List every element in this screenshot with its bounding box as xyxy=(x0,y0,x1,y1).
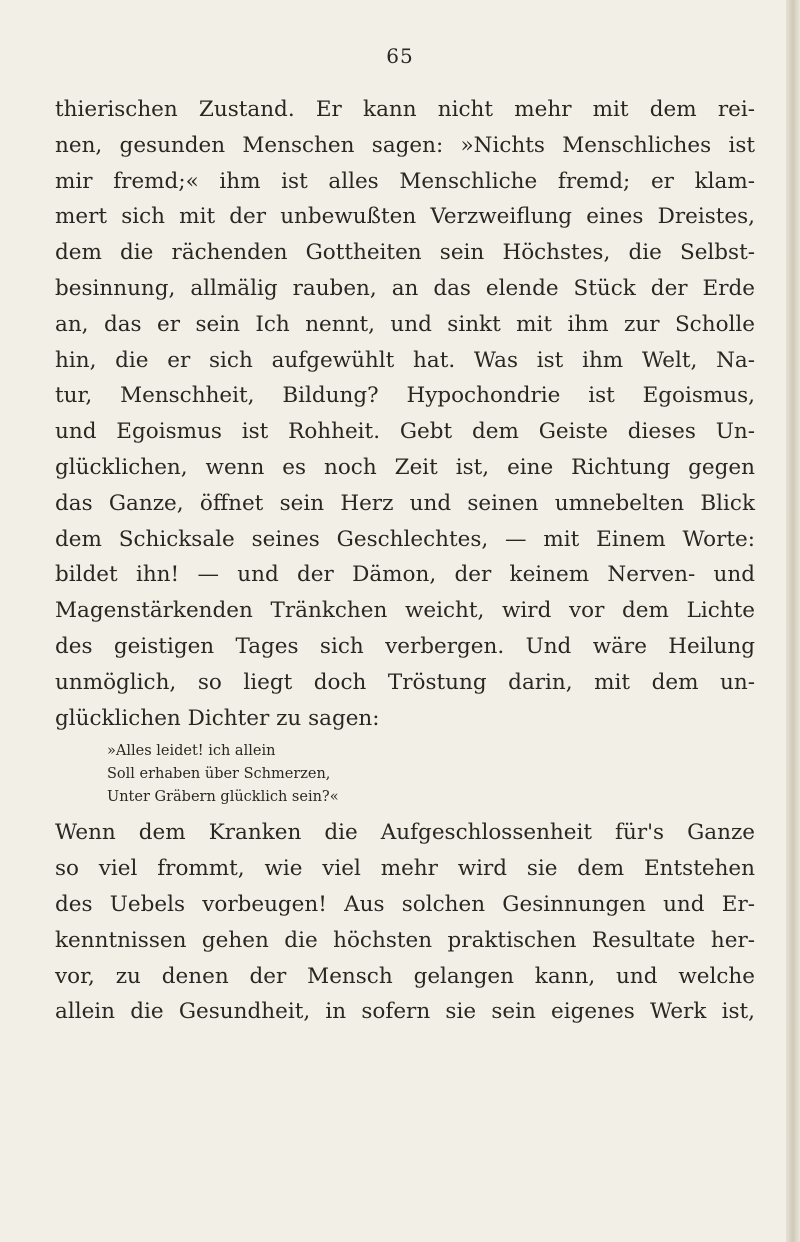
verse-quote xyxy=(55,740,755,809)
text-line: glücklichen, wenn es noch Zeit ist, eine Richtung gegen xyxy=(55,454,755,480)
paragraph-2 xyxy=(55,815,755,1030)
text-line: allein die Gesundheit, in sofern sie sein eigenes Werk ist, xyxy=(55,999,755,1025)
page-edge xyxy=(786,0,800,1242)
text-line: dem Schicksale seines Geschlechtes, — mit Einem Worte: xyxy=(55,526,755,552)
text-line: vor, zu denen der Mensch gelangen kann, und welche xyxy=(55,963,755,989)
verse-line: Soll erhaben über Schmerzen, xyxy=(107,766,331,783)
verse-line: »Alles leidet! ich allein xyxy=(107,743,276,760)
text-line: dem die rächenden Gottheiten sein Höchstes, die Selbst- xyxy=(55,240,755,266)
text-line: so viel frommt, wie viel mehr wird sie dem Entstehen xyxy=(55,856,755,882)
text-line: bildet ihn! — und der Dämon, der keinem Nerven- und xyxy=(55,562,755,588)
text-line: das Ganze, öffnet sein Herz und seinen umnebelten Blick xyxy=(55,490,755,516)
text-line: an, das er sein Ich nennt, und sinkt mit ihm zur Scholle xyxy=(55,311,755,337)
text-line: unmöglich, so liegt doch Tröstung darin, mit dem un- xyxy=(55,669,755,695)
page-number: 65 xyxy=(386,44,414,68)
text-line: Magenstärkenden Tränkchen weicht, wird vor dem Lichte xyxy=(55,598,755,624)
text-line: und Egoismus ist Rohheit. Gebt dem Geiste dieses Un- xyxy=(55,419,755,445)
text-line: tur, Menschheit, Bildung? Hypochondrie ist Egoismus, xyxy=(55,383,755,409)
text-line: nen, gesunden Menschen sagen: »Nichts Menschliches ist xyxy=(55,132,755,158)
text-line: hin, die er sich aufgewühlt hat. Was ist ihm Welt, Na- xyxy=(55,347,755,373)
text-line: thierischen Zustand. Er kann nicht mehr mit dem rei- xyxy=(55,97,755,122)
text-line: des geistigen Tages sich verbergen. Und wäre Heilung xyxy=(55,633,755,659)
text-line: mert sich mit der unbewußten Verzweiflung eines Dreistes, xyxy=(55,204,755,230)
verse-line: Unter Gräbern glücklich sein?« xyxy=(107,789,339,806)
text-line: kenntnissen gehen die höchsten praktischen Resultate her- xyxy=(55,927,755,953)
body-text xyxy=(55,92,755,1030)
paragraph-1 xyxy=(55,92,755,736)
text-line: mir fremd;« ihm ist alles Menschliche fremd; er klam- xyxy=(55,168,755,194)
text-line: Wenn dem Kranken die Aufgeschlossenheit für's Ganze xyxy=(55,820,755,846)
text-line: besinnung, allmälig rauben, an das elende Stück der Erde xyxy=(55,275,755,301)
text-line: glücklichen Dichter zu sagen: xyxy=(55,705,380,731)
text-line: des Uebels vorbeugen! Aus solchen Gesinnungen und Er- xyxy=(55,891,755,917)
